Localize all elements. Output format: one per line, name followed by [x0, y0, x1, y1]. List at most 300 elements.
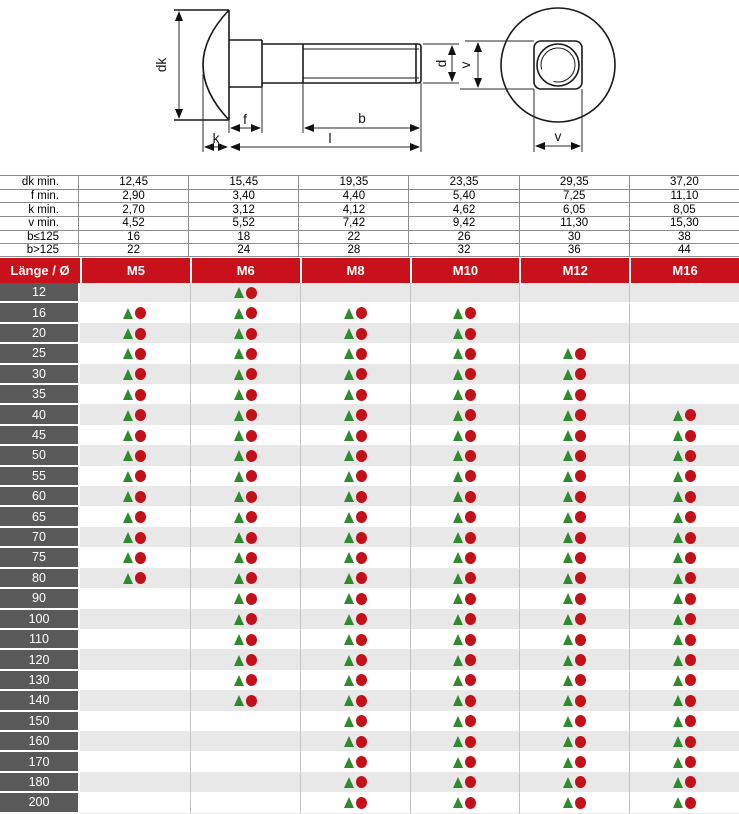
triangle-marker	[234, 593, 244, 604]
triangle-marker	[234, 512, 244, 523]
spec-value: 19,35	[298, 176, 408, 189]
triangle-marker	[453, 593, 463, 604]
triangle-marker	[453, 655, 463, 666]
triangle-marker	[344, 675, 354, 686]
circle-marker	[356, 307, 367, 319]
length-label: 16	[0, 303, 80, 323]
circle-marker	[465, 307, 476, 319]
availability-marker	[673, 491, 696, 503]
spec-value: 26	[408, 231, 518, 244]
availability-marker	[344, 552, 367, 564]
length-label: 75	[0, 548, 80, 568]
triangle-marker	[453, 348, 463, 359]
spec-value: 44	[629, 244, 739, 256]
triangle-marker	[563, 471, 573, 482]
spec-value: 7,42	[298, 217, 408, 230]
circle-marker	[465, 756, 476, 768]
availability-marker	[673, 613, 696, 625]
triangle-marker	[344, 593, 354, 604]
length-label: 45	[0, 426, 80, 446]
availability-cell	[519, 446, 629, 466]
availability-marker	[453, 797, 476, 809]
circle-marker	[685, 572, 696, 584]
availability-cell	[300, 283, 410, 303]
circle-marker	[356, 389, 367, 401]
spec-value: 11,10	[629, 190, 739, 203]
circle-marker	[575, 572, 586, 584]
circle-marker	[356, 654, 367, 666]
circle-marker	[575, 450, 586, 462]
availability-cell	[300, 507, 410, 527]
availability-cell	[629, 426, 739, 446]
availability-marker	[563, 389, 586, 401]
circle-marker	[246, 307, 257, 319]
triangle-marker	[234, 430, 244, 441]
triangle-marker	[344, 328, 354, 339]
availability-cell	[190, 732, 300, 752]
circle-marker	[135, 409, 146, 421]
availability-marker	[563, 409, 586, 421]
availability-cell	[300, 691, 410, 711]
availability-cell	[629, 303, 739, 323]
availability-marker	[673, 695, 696, 707]
availability-marker	[123, 552, 146, 564]
triangle-marker	[453, 675, 463, 686]
availability-marker	[563, 613, 586, 625]
availability-cell	[410, 365, 520, 385]
availability-marker	[123, 511, 146, 523]
availability-marker	[453, 756, 476, 768]
availability-cell	[80, 548, 190, 568]
availability-marker	[234, 328, 257, 340]
spec-value: 3,12	[188, 203, 298, 216]
availability-marker	[673, 572, 696, 584]
availability-marker	[673, 450, 696, 462]
availability-marker	[453, 715, 476, 727]
availability-marker	[344, 470, 367, 482]
availability-cell	[519, 426, 629, 446]
triangle-marker	[453, 471, 463, 482]
availability-cell	[519, 528, 629, 548]
circle-marker	[356, 634, 367, 646]
availability-marker	[234, 409, 257, 421]
availability-marker	[563, 715, 586, 727]
triangle-marker	[563, 491, 573, 502]
availability-cell	[629, 671, 739, 691]
circle-marker	[135, 491, 146, 503]
availability-cell	[190, 610, 300, 630]
availability-cell	[80, 793, 190, 813]
availability-marker	[344, 776, 367, 788]
triangle-marker	[123, 491, 133, 502]
triangle-marker	[234, 532, 244, 543]
triangle-marker	[673, 655, 683, 666]
availability-cell	[410, 630, 520, 650]
triangle-marker	[563, 430, 573, 441]
availability-marker	[123, 389, 146, 401]
triangle-marker	[344, 736, 354, 747]
availability-cell	[80, 610, 190, 630]
triangle-marker	[234, 328, 244, 339]
availability-cell	[190, 324, 300, 344]
triangle-marker	[563, 369, 573, 380]
triangle-marker	[563, 512, 573, 523]
availability-marker	[453, 695, 476, 707]
bolt-side-view	[174, 10, 421, 120]
spec-value: 7,25	[519, 190, 629, 203]
availability-cell	[629, 610, 739, 630]
spec-value: 18	[188, 231, 298, 244]
length-label: 160	[0, 732, 80, 752]
availability-cell	[410, 650, 520, 670]
availability-cell	[190, 283, 300, 303]
circle-marker	[575, 470, 586, 482]
availability-cell	[410, 507, 520, 527]
availability-marker	[453, 776, 476, 788]
availability-cell	[80, 487, 190, 507]
triangle-marker	[344, 614, 354, 625]
circle-marker	[135, 572, 146, 584]
availability-marker	[563, 430, 586, 442]
dim-label-l: l	[328, 131, 332, 146]
availability-cell	[80, 283, 190, 303]
spec-row-label: k min.	[28, 203, 59, 216]
triangle-marker	[344, 695, 354, 706]
availability-marker	[234, 450, 257, 462]
availability-cell	[519, 589, 629, 609]
availability-marker	[344, 674, 367, 686]
circle-marker	[246, 389, 257, 401]
triangle-marker	[673, 736, 683, 747]
circle-marker	[465, 368, 476, 380]
triangle-marker	[344, 573, 354, 584]
size-header-row	[0, 258, 739, 283]
availability-marker	[453, 654, 476, 666]
circle-marker	[246, 695, 257, 707]
availability-cell	[519, 793, 629, 813]
spec-row	[0, 175, 739, 189]
availability-marker	[673, 674, 696, 686]
circle-marker	[575, 674, 586, 686]
circle-marker	[685, 532, 696, 544]
circle-marker	[465, 348, 476, 360]
availability-cell	[629, 528, 739, 548]
availability-cell	[80, 630, 190, 650]
triangle-marker	[453, 532, 463, 543]
circle-marker	[246, 511, 257, 523]
table-row	[0, 487, 739, 507]
availability-cell	[190, 528, 300, 548]
availability-cell	[629, 630, 739, 650]
availability-cell	[410, 487, 520, 507]
circle-marker	[465, 797, 476, 809]
triangle-marker	[344, 308, 354, 319]
length-label: 170	[0, 752, 80, 772]
table-row	[0, 283, 739, 303]
circle-marker	[356, 674, 367, 686]
availability-cell	[519, 303, 629, 323]
availability-marker	[453, 470, 476, 482]
circle-marker	[685, 593, 696, 605]
triangle-marker	[123, 450, 133, 461]
availability-cell	[410, 691, 520, 711]
triangle-marker	[453, 552, 463, 563]
circle-marker	[685, 797, 696, 809]
availability-cell	[629, 385, 739, 405]
circle-marker	[465, 674, 476, 686]
availability-marker	[453, 511, 476, 523]
availability-marker	[563, 552, 586, 564]
triangle-marker	[344, 491, 354, 502]
column-header-m6: M6	[190, 258, 300, 283]
spec-value: 22	[78, 244, 188, 256]
triangle-marker	[453, 491, 463, 502]
triangle-marker	[563, 797, 573, 808]
triangle-marker	[563, 450, 573, 461]
availability-cell	[519, 385, 629, 405]
availability-cell	[190, 671, 300, 691]
triangle-marker	[673, 573, 683, 584]
triangle-marker	[453, 716, 463, 727]
availability-marker	[344, 450, 367, 462]
availability-cell	[519, 283, 629, 303]
availability-cell	[410, 548, 520, 568]
table-row	[0, 671, 739, 691]
availability-marker	[234, 287, 257, 299]
circle-marker	[246, 552, 257, 564]
spec-value: 15,45	[188, 176, 298, 189]
availability-marker	[453, 491, 476, 503]
availability-marker	[344, 409, 367, 421]
triangle-marker	[453, 614, 463, 625]
triangle-marker	[344, 512, 354, 523]
length-label: 180	[0, 773, 80, 793]
table-row	[0, 528, 739, 548]
circle-marker	[465, 654, 476, 666]
availability-marker	[453, 532, 476, 544]
availability-cell	[519, 548, 629, 568]
availability-marker	[234, 470, 257, 482]
circle-marker	[465, 634, 476, 646]
circle-marker	[356, 430, 367, 442]
availability-cell	[300, 610, 410, 630]
triangle-marker	[563, 757, 573, 768]
triangle-marker	[563, 389, 573, 400]
availability-cell	[80, 732, 190, 752]
availability-marker	[673, 634, 696, 646]
length-label: 60	[0, 487, 80, 507]
circle-marker	[575, 389, 586, 401]
table-row	[0, 732, 739, 752]
triangle-marker	[234, 348, 244, 359]
triangle-marker	[234, 655, 244, 666]
triangle-marker	[563, 655, 573, 666]
circle-marker	[246, 450, 257, 462]
circle-marker	[575, 715, 586, 727]
circle-marker	[246, 654, 257, 666]
availability-cell	[629, 344, 739, 364]
circle-marker	[356, 776, 367, 788]
circle-marker	[685, 634, 696, 646]
spec-value: 16	[78, 231, 188, 244]
availability-marker	[234, 532, 257, 544]
availability-cell	[629, 712, 739, 732]
availability-cell	[519, 773, 629, 793]
availability-cell	[80, 303, 190, 323]
circle-marker	[685, 736, 696, 748]
length-label: 130	[0, 671, 80, 691]
availability-cell	[190, 487, 300, 507]
circle-marker	[685, 409, 696, 421]
spec-value: 23,35	[408, 176, 518, 189]
circle-marker	[575, 776, 586, 788]
availability-cell	[80, 344, 190, 364]
length-label: 70	[0, 528, 80, 548]
availability-cell	[190, 691, 300, 711]
availability-cell	[519, 344, 629, 364]
table-row	[0, 446, 739, 466]
circle-marker	[465, 532, 476, 544]
availability-marker	[123, 430, 146, 442]
triangle-marker	[673, 532, 683, 543]
circle-marker	[246, 368, 257, 380]
circle-marker	[246, 287, 257, 299]
circle-marker	[465, 328, 476, 340]
availability-cell	[190, 793, 300, 813]
triangle-marker	[563, 552, 573, 563]
circle-marker	[356, 368, 367, 380]
circle-marker	[685, 776, 696, 788]
circle-marker	[575, 613, 586, 625]
availability-marker	[673, 654, 696, 666]
circle-marker	[685, 491, 696, 503]
triangle-marker	[453, 369, 463, 380]
availability-cell	[410, 793, 520, 813]
availability-marker	[123, 450, 146, 462]
availability-marker	[234, 552, 257, 564]
circle-marker	[465, 695, 476, 707]
spec-value: 4,40	[298, 190, 408, 203]
availability-cell	[519, 752, 629, 772]
availability-cell	[629, 548, 739, 568]
triangle-marker	[563, 777, 573, 788]
length-label: 65	[0, 507, 80, 527]
triangle-marker	[453, 634, 463, 645]
circle-marker	[465, 491, 476, 503]
availability-marker	[673, 593, 696, 605]
availability-marker	[123, 491, 146, 503]
spec-value: 12,45	[78, 176, 188, 189]
triangle-marker	[344, 369, 354, 380]
availability-cell	[300, 467, 410, 487]
spec-value: 9,42	[408, 217, 518, 230]
availability-cell	[629, 467, 739, 487]
spec-value: 2,90	[78, 190, 188, 203]
triangle-marker	[344, 757, 354, 768]
availability-marker	[453, 348, 476, 360]
availability-marker	[344, 430, 367, 442]
availability-cell	[190, 630, 300, 650]
circle-marker	[575, 552, 586, 564]
column-header-m12: M12	[519, 258, 629, 283]
spec-value: 4,52	[78, 217, 188, 230]
table-row	[0, 548, 739, 568]
triangle-marker	[673, 512, 683, 523]
triangle-marker	[673, 593, 683, 604]
availability-cell	[190, 446, 300, 466]
circle-marker	[356, 328, 367, 340]
spec-value: 5,40	[408, 190, 518, 203]
bolt-front-view	[501, 8, 615, 122]
availability-marker	[123, 368, 146, 380]
availability-marker	[673, 776, 696, 788]
availability-marker	[344, 328, 367, 340]
availability-cell	[629, 773, 739, 793]
availability-cell	[410, 446, 520, 466]
availability-marker	[673, 470, 696, 482]
availability-cell	[410, 405, 520, 425]
availability-cell	[300, 630, 410, 650]
availability-marker	[453, 450, 476, 462]
spec-value: 15,30	[629, 217, 739, 230]
spec-value: 36	[519, 244, 629, 256]
triangle-marker	[234, 491, 244, 502]
length-label: 35	[0, 385, 80, 405]
circle-marker	[356, 797, 367, 809]
table-row	[0, 324, 739, 344]
availability-marker	[563, 572, 586, 584]
availability-cell	[80, 589, 190, 609]
availability-cell	[300, 671, 410, 691]
availability-cell	[300, 650, 410, 670]
triangle-marker	[673, 716, 683, 727]
availability-cell	[629, 283, 739, 303]
triangle-marker	[563, 695, 573, 706]
triangle-marker	[453, 328, 463, 339]
circle-marker	[575, 634, 586, 646]
dim-label-f: f	[243, 112, 247, 127]
column-header-m16: M16	[629, 258, 739, 283]
table-row	[0, 773, 739, 793]
triangle-marker	[673, 634, 683, 645]
availability-cell	[300, 426, 410, 446]
availability-marker	[453, 389, 476, 401]
circle-marker	[356, 532, 367, 544]
availability-cell	[300, 344, 410, 364]
circle-marker	[356, 409, 367, 421]
triangle-marker	[234, 634, 244, 645]
triangle-marker	[344, 655, 354, 666]
availability-marker	[563, 695, 586, 707]
availability-cell	[629, 507, 739, 527]
circle-marker	[685, 430, 696, 442]
spec-value: 6,05	[519, 203, 629, 216]
spec-value: 5,52	[188, 217, 298, 230]
triangle-marker	[234, 287, 244, 298]
availability-cell	[80, 528, 190, 548]
availability-marker	[344, 593, 367, 605]
triangle-marker	[123, 369, 133, 380]
table-row	[0, 650, 739, 670]
circle-marker	[246, 430, 257, 442]
circle-marker	[685, 450, 696, 462]
triangle-marker	[453, 695, 463, 706]
availability-cell	[80, 467, 190, 487]
triangle-marker	[344, 348, 354, 359]
availability-cell	[300, 569, 410, 589]
triangle-marker	[234, 675, 244, 686]
availability-marker	[344, 389, 367, 401]
